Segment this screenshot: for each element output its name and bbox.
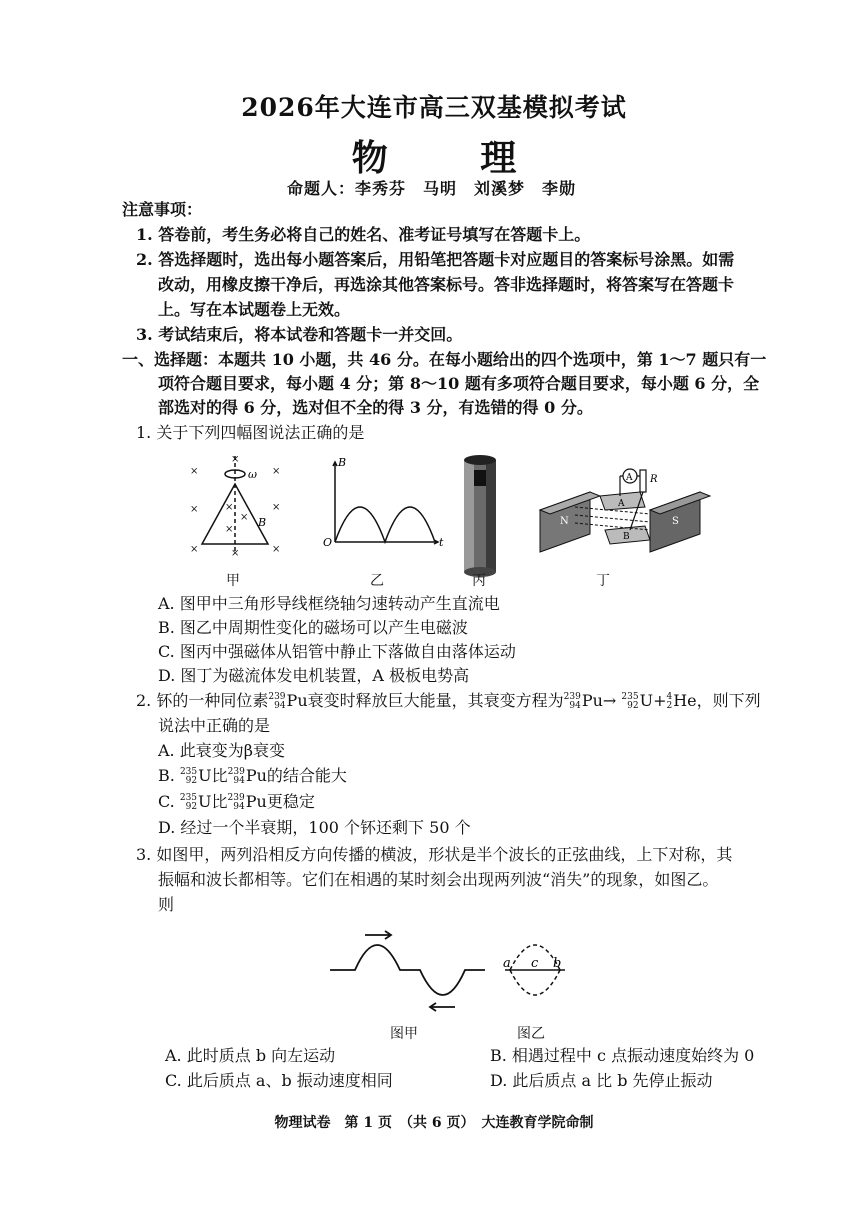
q1-stem: 1. 关于下列四幅图说法正确的是 (136, 423, 365, 442)
fig-ding-plate-a: A (618, 499, 625, 509)
fig-yi-t-label: t (439, 536, 444, 549)
svg-text:×: × (240, 512, 249, 523)
notice-item-2-cont2: 上。写在本试题卷上无效。 (158, 300, 351, 319)
point-a: a (503, 956, 511, 971)
q2-stem-line1: 2. 钚的一种同位素 239 94 Pu衰变时释放巨大能量，其衰变方程为 239 94 Pu→ 235 92 U+ 4 2 He，则下列 (136, 691, 761, 711)
svg-text:×: × (225, 502, 234, 513)
notice-heading: 注意事项： (122, 200, 203, 219)
q3-stem-line1: 3. 如图甲，两列沿相反方向传播的横波，形状是半个波长的正弦曲线，上下对称，其 (136, 845, 733, 864)
q3-fig-label-jia: 图甲 (390, 1026, 418, 1042)
q3-option-b: B. 相遇过程中 c 点振动速度始终为 0 (490, 1046, 755, 1065)
q1-fig-label-jia: 甲 (226, 573, 240, 589)
fig-yi-origin: O (323, 536, 333, 549)
q1-option-c: C. 图丙中强磁体从铝管中静止下落做自由落体运动 (158, 642, 516, 661)
svg-text:×: × (190, 504, 199, 515)
svg-text:×: × (225, 524, 234, 535)
q1-fig-label-yi: 乙 (370, 573, 384, 589)
svg-text:×: × (231, 454, 240, 465)
q1-fig-label-ding: 丁 (596, 573, 610, 589)
exam-title: 2026年大连市高三双基模拟考试 (241, 93, 627, 122)
exam-subject: 物 理 (351, 137, 557, 179)
q2-stem-a: 2. 钚的一种同位素 (136, 691, 269, 710)
svg-text:×: × (190, 544, 199, 555)
svg-text:×: × (272, 502, 281, 513)
q2-stem-b: 衰变时释放巨大能量，其衰变方程为 (307, 691, 564, 710)
q1-figures (180, 452, 720, 592)
point-c: c (531, 956, 539, 971)
section1-line1: 一、选择题：本题共 10 小题，共 46 分。在每小题给出的四个选项中，第 1～7 题只有一 (122, 350, 767, 369)
q3-stem-line2: 振幅和波长都相等。它们在相遇的某时刻会出现两列波“消失”的现象，如图乙。 (158, 870, 719, 889)
q3-option-a: A. 此时质点 b 向左运动 (165, 1046, 336, 1065)
fig-ding-n-pole: N (560, 516, 569, 527)
q2-option-a: A. 此衰变为β衰变 (158, 741, 285, 760)
fig-ding-ammeter-label: A (626, 473, 633, 483)
q1-option-b: B. 图乙中周期性变化的磁场可以产生电磁波 (158, 618, 468, 637)
notice-item-3: 3. 考试结束后，将本试卷和答题卡一并交回。 (136, 325, 463, 344)
notice-item-1: 1. 答卷前，考生务必将自己的姓名、准考证号填写在答题卡上。 (136, 225, 591, 244)
fig-jia-b-label: B (258, 516, 267, 529)
q1-fig-label-bing: 丙 (472, 573, 486, 589)
q1-option-a: A. 图甲中三角形导线框绕轴匀速转动产生直流电 (158, 594, 500, 613)
q1-option-d: D. 图丁为磁流体发电机装置，A 极板电势高 (158, 666, 470, 685)
fig-ding-plate-b: B (623, 532, 630, 542)
fig-ding-s-pole: S (672, 516, 679, 527)
fig-jia-triangle-loop (202, 456, 268, 554)
q2-stem-c: ，则下列 (696, 691, 761, 710)
q2-option-d: D. 经过一个半衰期，100 个钚还剩下 50 个 (158, 818, 471, 837)
exam-authors: 命题人：李秀芬 马明 刘溪梦 李勋 (287, 179, 577, 198)
fig-bing-aluminum-tube (464, 455, 496, 577)
notice-item-2: 2. 答选择题时，选出每小题答案后，用铅笔把答题卡对应题目的答案标号涂黑。如需 (136, 250, 735, 269)
fig-yi-b-label: B (338, 456, 347, 469)
q2-option-c: C. 235 92 U比 239 94 Pu更稳定 (158, 792, 315, 812)
point-b: b (553, 956, 562, 971)
svg-text:×: × (190, 466, 199, 477)
q3-option-d: D. 此后质点 a 比 b 先停止振动 (490, 1071, 713, 1090)
fig-jia-omega: ω (248, 468, 257, 481)
q2-option-b: B. 235 92 U比 239 94 Pu的结合能大 (158, 766, 347, 786)
fig-3jia-waves (330, 931, 485, 1011)
q2-stem-line2: 说法中正确的是 (158, 716, 271, 735)
q3-fig-label-yi: 图乙 (517, 1026, 545, 1042)
svg-text:×: × (272, 466, 281, 477)
fig-ding-resistor-label: R (650, 474, 658, 485)
q3-figures (325, 925, 575, 1015)
fig-yi-graph (333, 462, 438, 544)
section1-line2: 项符合题目要求，每小题 4 分；第 8～10 题有多项符合题目要求，每小题 6 分，全 (158, 374, 760, 393)
svg-text:×: × (272, 544, 281, 555)
q3-stem-line3: 则 (158, 895, 175, 914)
section1-line3: 部选对的得 6 分，选对但不全的得 3 分，有选错的得 0 分。 (158, 398, 593, 417)
notice-item-2-cont: 改动，用橡皮擦干净后，再选涂其他答案标号。答非选择题时，将答案写在答题卡 (158, 275, 735, 294)
page-footer: 物理试卷 第 1 页 （共 6 页） 大连教育学院命制 (274, 1115, 594, 1131)
q3-option-c: C. 此后质点 a、b 振动速度相同 (165, 1071, 393, 1090)
svg-text:×: × (231, 548, 240, 559)
